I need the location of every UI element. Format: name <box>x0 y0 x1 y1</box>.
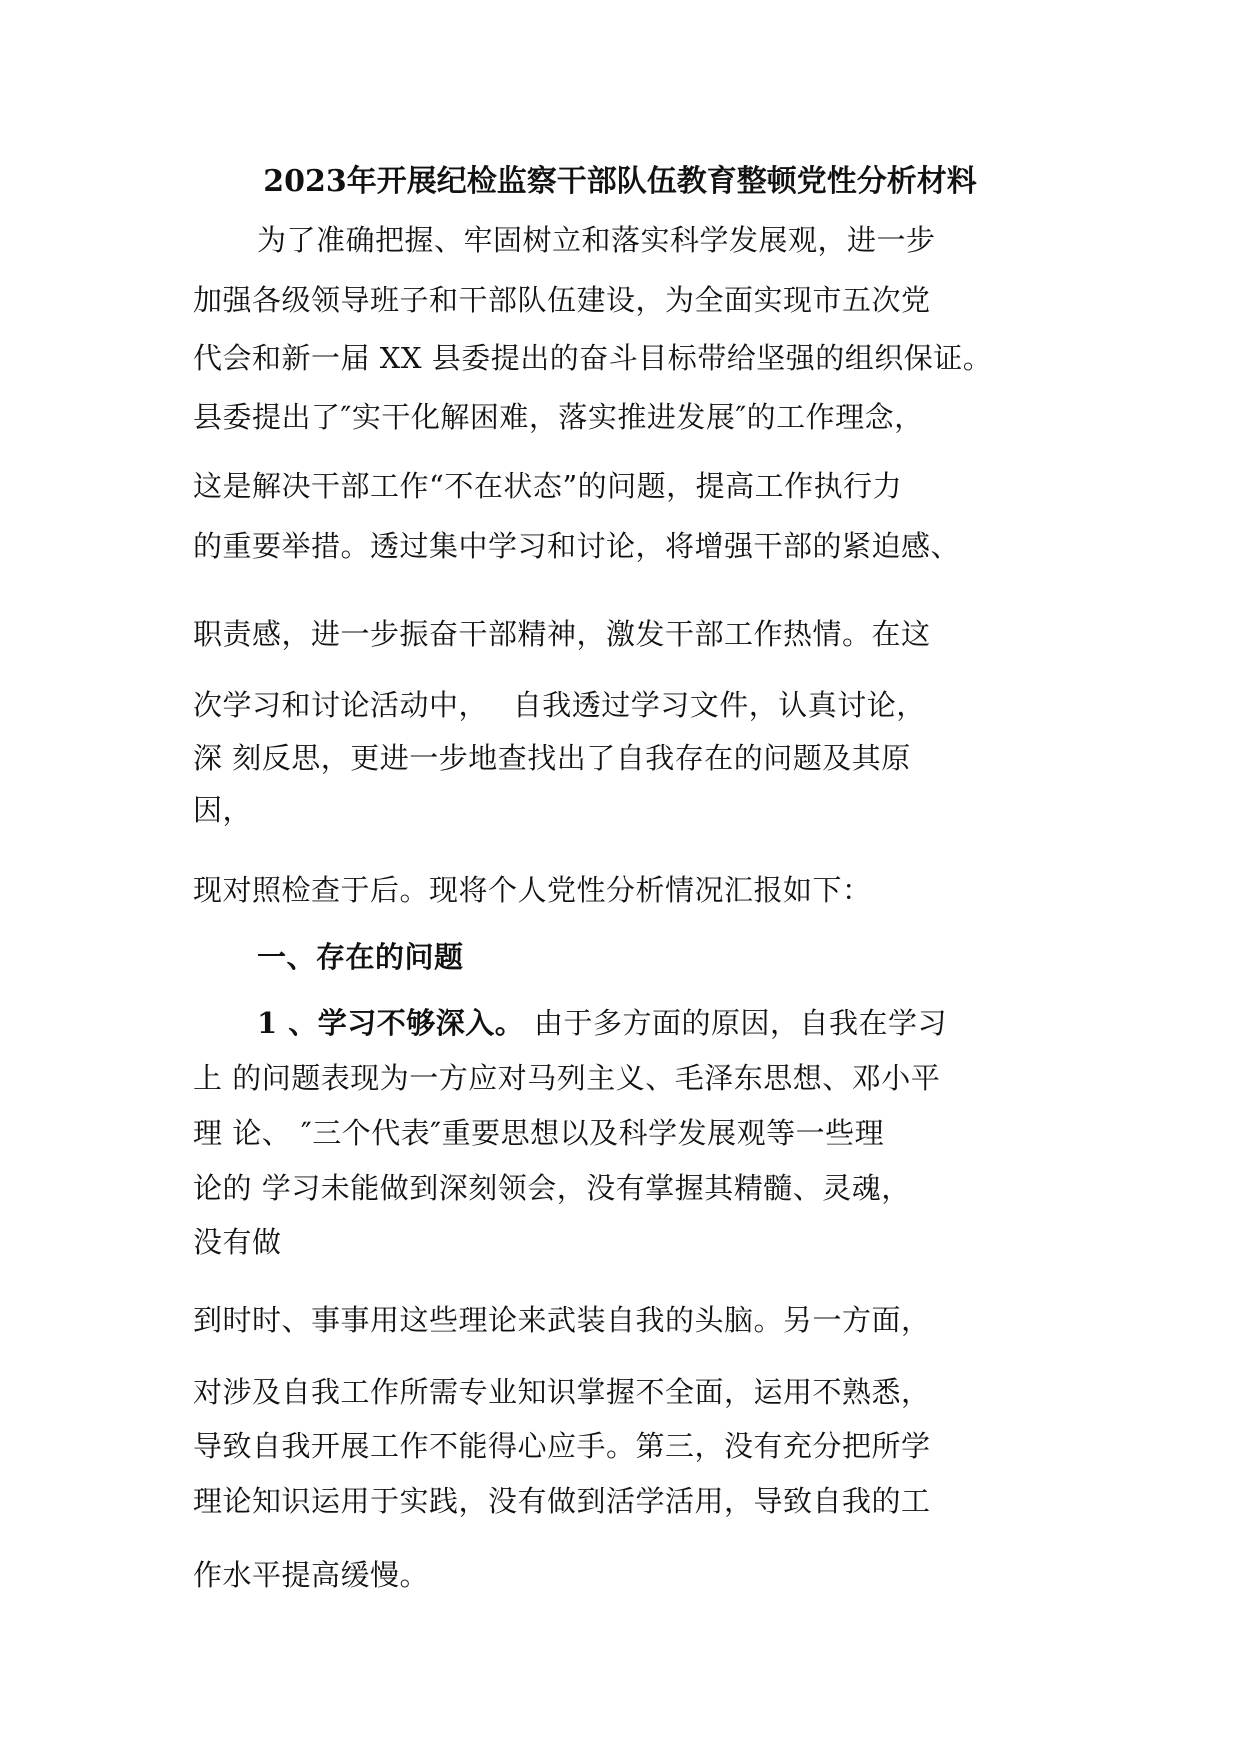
paragraph-line: 作水平提高缓慢。 <box>193 1558 430 1592</box>
paragraph-line: 县委提出了″实干化解困难，落实推进发展″的工作理念， <box>193 400 924 434</box>
paragraph-line: 理 论、 ″三个代表″重要思想以及科学发展观等一些理 <box>193 1116 885 1150</box>
item-1-label: 1 、学习不够深入。 <box>257 1006 525 1040</box>
paragraph-line: 的重要举措。透过集中学习和讨论，将增强干部的紧迫感、 <box>193 529 961 563</box>
paragraph-line: 没有做 <box>193 1225 282 1259</box>
paragraph-line: 理论知识运用于实践，没有做到活学活用，导致自我的工 <box>193 1484 931 1518</box>
paragraph-line: 次学习和讨论活动中， 自我透过学习文件，认真讨论， <box>193 688 926 722</box>
paragraph-line: 上 的问题表现为一方应对马列主义、毛泽东思想、邓小平 <box>193 1061 941 1095</box>
item-1-first-text: 由于多方面的原因，自我在学习 <box>524 1006 948 1040</box>
paragraph-line: 为了准确把握、牢固树立和落实科学发展观，进一步 <box>257 223 936 257</box>
section-heading: 一、存在的问题 <box>257 940 464 974</box>
paragraph-line: 现对照检查于后。现将个人党性分析情况汇报如下： <box>193 873 872 907</box>
paragraph-line: 这是解决干部工作“不在状态”的问题，提高工作执行力 <box>193 469 903 503</box>
paragraph-line: 导致自我开展工作不能得心应手。第三，没有充分把所学 <box>193 1429 931 1463</box>
item-1-first-line <box>257 1003 947 1043</box>
paragraph-line: 加强各级领导班子和干部队伍建设，为全面实现市五次党 <box>193 283 931 317</box>
paragraph-line: 到时时、事事用这些理论来武装自我的头脑。另一方面， <box>193 1303 931 1337</box>
paragraph-line: 职责感，进一步振奋干部精神，激发干部工作热情。在这 <box>193 617 931 651</box>
document-title: 2023年开展纪检监察干部队伍教育整顿党性分析材料 <box>263 164 977 199</box>
paragraph-line: 代会和新一届 XX 县委提出的奋斗目标带给坚强的组织保证。 <box>193 341 993 375</box>
paragraph-line: 论的 学习未能做到深刻领会，没有掌握其精髓、灵魂， <box>193 1171 911 1205</box>
paragraph-line: 对涉及自我工作所需专业知识掌握不全面，运用不熟悉， <box>193 1375 931 1409</box>
paragraph-line: 因， <box>193 793 253 827</box>
paragraph-line: 深 刻反思，更进一步地查找出了自我存在的问题及其原 <box>193 741 911 775</box>
